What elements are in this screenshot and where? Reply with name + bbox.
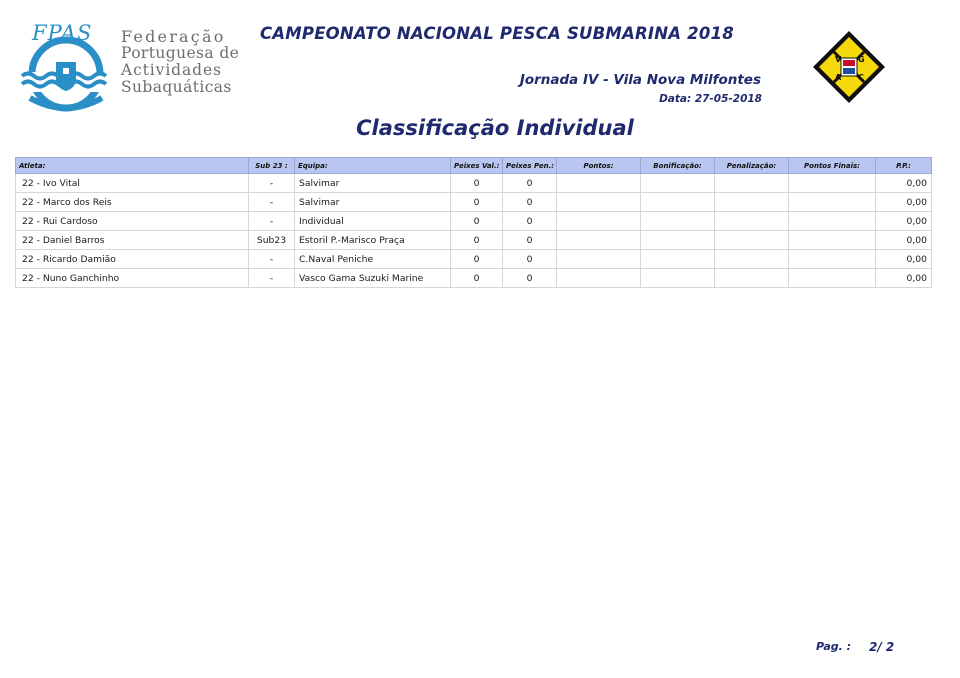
sub23-cell: -	[249, 269, 295, 288]
team-cell: Individual	[295, 212, 451, 231]
bonus-cell	[641, 193, 715, 212]
penalty-cell	[715, 269, 789, 288]
column-header-points: Pontos:	[557, 158, 641, 174]
final-points-cell	[789, 231, 876, 250]
bonus-cell	[641, 174, 715, 193]
team-cell: Salvimar	[295, 174, 451, 193]
table-row	[16, 269, 932, 288]
fpas-logo	[18, 18, 240, 118]
club-letter: V	[835, 55, 842, 64]
pp-cell: 0,00	[876, 269, 932, 288]
pp-cell: 0,00	[876, 193, 932, 212]
table-row	[16, 193, 932, 212]
table-row	[16, 231, 932, 250]
org-name-line: Federação	[121, 27, 226, 46]
athlete-cell: 22 - Nuno Ganchinho	[16, 269, 249, 288]
team-cell: C.Naval Peniche	[295, 250, 451, 269]
fpas-name	[121, 27, 240, 96]
fish-penalized-cell: 0	[503, 250, 557, 269]
org-name-line: Actividades	[121, 61, 222, 79]
column-header-team: Equipa:	[295, 158, 451, 174]
penalty-cell	[715, 250, 789, 269]
fish-penalized-cell: 0	[503, 193, 557, 212]
fish-penalized-cell: 0	[503, 231, 557, 250]
bonus-cell	[641, 231, 715, 250]
points-cell	[557, 231, 641, 250]
column-header-pp: P.P.:	[876, 158, 932, 174]
column-header-fish-penalized: Peixes Pen.:	[503, 158, 557, 174]
pp-cell: 0,00	[876, 174, 932, 193]
athlete-cell: 22 - Daniel Barros	[16, 231, 249, 250]
penalty-cell	[715, 212, 789, 231]
athlete-cell: 22 - Ricardo Damião	[16, 250, 249, 269]
table-row	[16, 212, 932, 231]
page-number: 2/ 2	[869, 640, 895, 654]
fish-valid-cell: 0	[451, 193, 503, 212]
table-row	[16, 174, 932, 193]
page-label: Pag. :	[816, 640, 852, 653]
org-name-line: Portuguesa de	[121, 44, 240, 62]
club-letter: A	[835, 73, 842, 82]
final-points-cell	[789, 193, 876, 212]
bonus-cell	[641, 250, 715, 269]
club-letter: C	[858, 73, 864, 82]
round-subtitle: Jornada IV - Vila Nova Milfontes	[519, 72, 761, 88]
table-header-row	[16, 158, 932, 174]
points-cell	[557, 174, 641, 193]
team-cell: Salvimar	[295, 193, 451, 212]
column-header-sub23: Sub 23 :	[249, 158, 295, 174]
sub23-cell: Sub23	[249, 231, 295, 250]
athlete-cell: 22 - Rui Cardoso	[16, 212, 249, 231]
final-points-cell	[789, 212, 876, 231]
results-table	[15, 157, 932, 288]
points-cell	[557, 193, 641, 212]
fish-valid-cell: 0	[451, 250, 503, 269]
fish-penalized-cell: 0	[503, 212, 557, 231]
column-header-final-points: Pontos Finais:	[789, 158, 876, 174]
fish-penalized-cell: 0	[503, 269, 557, 288]
sub23-cell: -	[249, 250, 295, 269]
penalty-cell	[715, 231, 789, 250]
column-header-athlete: Atleta:	[16, 158, 249, 174]
athlete-cell: 22 - Marco dos Reis	[16, 193, 249, 212]
penalty-cell	[715, 193, 789, 212]
pp-cell: 0,00	[876, 250, 932, 269]
points-cell	[557, 269, 641, 288]
fish-valid-cell: 0	[451, 212, 503, 231]
pp-cell: 0,00	[876, 231, 932, 250]
penalty-cell	[715, 174, 789, 193]
sub23-cell: -	[249, 174, 295, 193]
points-cell	[557, 212, 641, 231]
team-cell: Vasco Gama Suzuki Marine	[295, 269, 451, 288]
table-row	[16, 250, 932, 269]
event-date: Data: 27-05-2018	[659, 93, 762, 105]
section-title: Classificação Individual	[356, 116, 634, 140]
fish-penalized-cell: 0	[503, 174, 557, 193]
team-cell: Estoril P.-Marisco Praça	[295, 231, 451, 250]
final-points-cell	[789, 269, 876, 288]
fish-valid-cell: 0	[451, 231, 503, 250]
club-letter: G	[858, 55, 865, 64]
column-header-fish-valid: Peixes Val.:	[451, 158, 503, 174]
pp-cell: 0,00	[876, 212, 932, 231]
points-cell	[557, 250, 641, 269]
column-header-penalty: Penalização:	[715, 158, 789, 174]
championship-title: CAMPEONATO NACIONAL PESCA SUBMARINA 2018	[260, 24, 734, 43]
bonus-cell	[641, 269, 715, 288]
fish-valid-cell: 0	[451, 269, 503, 288]
fish-valid-cell: 0	[451, 174, 503, 193]
org-name-line: Subaquáticas	[121, 78, 232, 96]
final-points-cell	[789, 250, 876, 269]
final-points-cell	[789, 174, 876, 193]
fpas-emblem-icon	[18, 18, 118, 114]
sub23-cell: -	[249, 193, 295, 212]
bonus-cell	[641, 212, 715, 231]
sub23-cell: -	[249, 212, 295, 231]
fpas-acronym: FPAS	[32, 21, 93, 45]
club-badge-icon	[812, 30, 886, 104]
column-header-bonus: Bonificação:	[641, 158, 715, 174]
athlete-cell: 22 - Ivo Vital	[16, 174, 249, 193]
